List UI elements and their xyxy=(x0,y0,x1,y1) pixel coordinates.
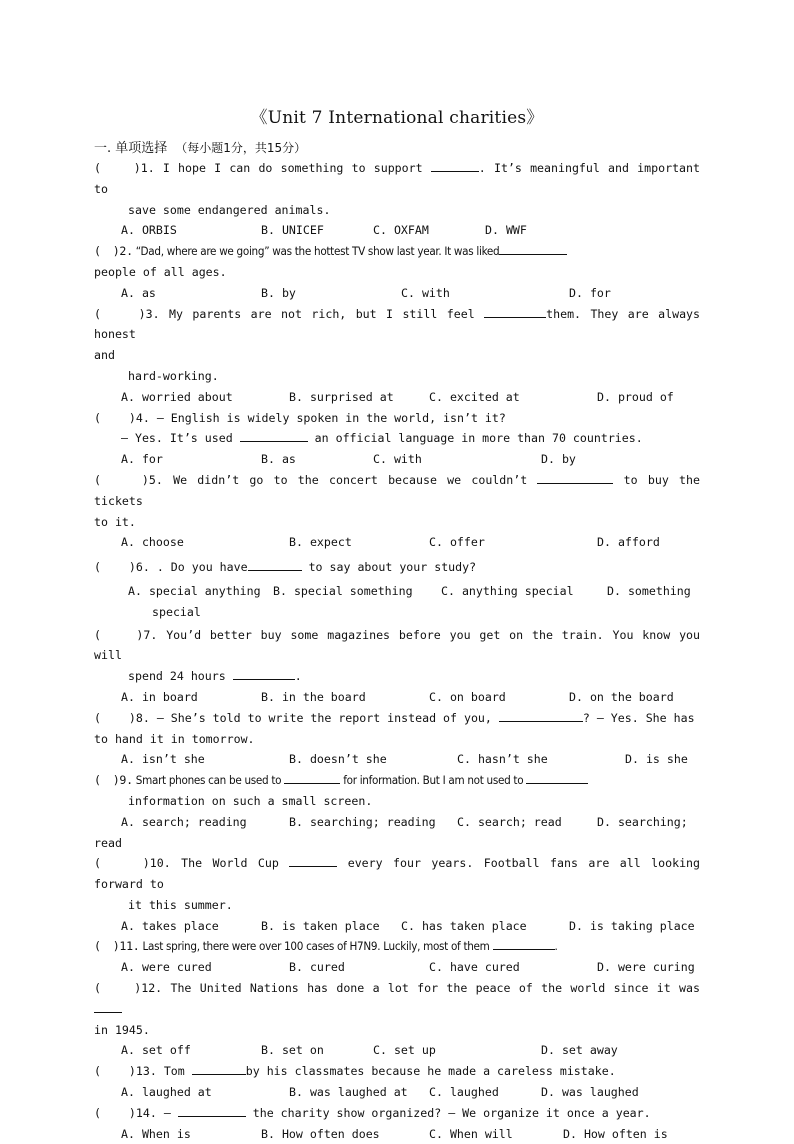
answer-blank[interactable] xyxy=(240,429,308,442)
answer-blank[interactable] xyxy=(94,1000,122,1013)
option[interactable]: B. in the board xyxy=(261,689,366,704)
option[interactable]: A. laughed at xyxy=(121,1085,212,1100)
option[interactable]: C. set up xyxy=(373,1043,436,1058)
question-12: ( )12. The United Nations has done a lot for the peace of the world since it was xyxy=(94,978,700,1020)
answer-blank[interactable] xyxy=(192,1062,246,1075)
option[interactable]: B. doesn’t she xyxy=(289,752,387,767)
option[interactable]: B. expect xyxy=(289,535,352,550)
option[interactable]: A. When is xyxy=(121,1126,191,1141)
option[interactable]: D. How often is xyxy=(563,1126,668,1141)
answer-blank[interactable] xyxy=(526,771,588,784)
option[interactable]: B. is taken place xyxy=(261,918,380,933)
option[interactable]: C. on board xyxy=(429,689,506,704)
options-10 xyxy=(94,916,700,937)
option[interactable]: C. have cured xyxy=(429,960,520,975)
option[interactable]: D. WWF xyxy=(485,223,527,238)
option[interactable]: D. searching; xyxy=(597,814,688,829)
question-7: ( )7. You’d better buy some magazines before you get on the train. You know you will xyxy=(94,627,701,663)
option[interactable]: C. offer xyxy=(429,535,485,550)
answer-blank[interactable] xyxy=(537,471,613,484)
option[interactable]: A. in board xyxy=(121,689,198,704)
option[interactable]: D. for xyxy=(569,285,611,300)
option[interactable]: B. as xyxy=(261,452,296,467)
question-14: ( )14. — the charity show organized? — We organize it once a year. xyxy=(94,1105,651,1120)
options-3 xyxy=(94,387,700,408)
answer-blank[interactable] xyxy=(499,242,567,255)
options-5 xyxy=(94,532,700,553)
question-2: ( )2. “Dad, where are we going” was the hottest TV show last year. It was liked xyxy=(94,241,700,262)
section-label: 一. 单项选择 xyxy=(94,141,168,156)
options-2 xyxy=(94,283,700,304)
option[interactable]: A. worried about xyxy=(121,389,233,404)
options-9 xyxy=(94,812,700,833)
question-10: ( )10. The World Cup every four years. Football fans are all looking forward to xyxy=(94,856,701,892)
option[interactable]: C. excited at xyxy=(429,389,520,404)
option[interactable]: A. for xyxy=(121,452,163,467)
options-14 xyxy=(94,1124,700,1144)
option[interactable]: D. by xyxy=(541,452,576,467)
options-4 xyxy=(94,449,700,470)
option[interactable]: A. were cured xyxy=(121,960,212,975)
option[interactable]: A. takes place xyxy=(121,918,219,933)
option[interactable]: D. proud of xyxy=(597,389,674,404)
question-8: ( )8. — She’s told to write the report instead of you, ? — Yes. She has xyxy=(94,710,695,725)
option[interactable]: B. by xyxy=(261,285,296,300)
option[interactable]: A. choose xyxy=(121,535,184,550)
option[interactable]: C. hasn’t she xyxy=(457,752,548,767)
options-11 xyxy=(94,957,700,978)
question-13: ( )13. Tom by his classmates because he made a careless mistake. xyxy=(94,1064,616,1079)
question-3: ( )3. My parents are not rich, but I still feel them. They are always honest xyxy=(94,306,701,342)
question-5: ( )5. We didn’t go to the concert because we couldn’t to buy the tickets xyxy=(94,472,700,508)
option[interactable]: B. was laughed at xyxy=(289,1085,408,1100)
options-6 xyxy=(94,581,700,602)
option[interactable]: C. laughed xyxy=(429,1085,499,1100)
option[interactable]: D. were curing xyxy=(597,960,695,975)
question-1: ( )1. I hope I can do something to support . It’s meaningful and important to xyxy=(94,161,701,196)
option[interactable]: B. set on xyxy=(261,1043,324,1058)
option[interactable]: C. with xyxy=(373,452,422,467)
answer-blank[interactable] xyxy=(499,709,583,722)
option[interactable]: D. set away xyxy=(541,1043,618,1058)
options-7 xyxy=(94,687,700,708)
answer-blank[interactable] xyxy=(248,558,302,571)
question-4: ( )4. — English is widely spoken in the world, isn’t it? xyxy=(94,410,506,425)
options-13 xyxy=(94,1082,700,1103)
answer-blank[interactable] xyxy=(484,305,546,318)
answer-blank[interactable] xyxy=(284,771,340,784)
option[interactable]: A. special anything xyxy=(128,583,261,598)
option[interactable]: B. searching; reading xyxy=(289,814,436,829)
option[interactable]: A. ORBIS xyxy=(121,223,177,238)
question-list: ( )1. I hope I can do something to support . It’s meaningful and important to save some endangered animals. A. ORBIS B. UNICEF C. OXFAM D. WWF ( )2. “Dad, where are we going” was the hottest TV show last year. It was liked people of all ages. A. as B. by C. with D. for ( )3. My parents are not rich, but I still feel them. They are always honest and hard-working. A. worried about B. surprised at C. excited at D. proud of ( )4. — English is widely spoken in the world, isn’t it? — Yes. It’s used an official language in more than 70 countries. A. for B. as C. with D. by ( )5. We didn’t go to the concert because we couldn’t to buy the tickets to it. A. choose B. expect C. offer D. afford ( )6. . Do you have to say about your study? A. special anything B. special something C. anything special D. something special ( )7. You’d better buy some magazines before you get on the train. You know you will spend 24 hours . A. in board B. in the board C. on board D. on the board ( )8. — She’s told to write the report instead of you, ? — Yes. She has to hand it in tomorrow. A. isn’t she B. doesn’t she C. hasn’t she D. is she ( )9. Smart phones can be used to for information. But I am not used to information on such a small screen. A. search; reading B. searching; reading C. search; read D. searching; read ( )10. The World Cup every four years. Football fans are all looking forward to it this summer. A. takes place B. is taken place C. has taken place D. is taking place ( )11. Last spring, there were over 100 cases of H7N9. Luckily, most of them . A. were cured B. cured C. have cured D. were curing ( )12. The United Nations has done a lot for the peace of the world since it was in 1945. A. set off B. set on C. set up D. set away ( )13. Tom by his classmates because he made a careless mistake. A. laughed at B. was laughed at C. laughed D. was laughed ( )14. — the charity show organized? — We organize it once a year. A. When is B. How often does C. When will D. How often is xyxy=(94,158,700,1144)
option[interactable]: B. special something xyxy=(273,583,413,598)
option[interactable]: C. with xyxy=(401,285,450,300)
option[interactable]: B. cured xyxy=(289,960,345,975)
option[interactable]: C. has taken place xyxy=(401,918,527,933)
option[interactable]: B. surprised at xyxy=(289,389,394,404)
page-title: 《Unit 7 International charities》 xyxy=(250,108,544,128)
options-1 xyxy=(94,220,700,241)
answer-blank[interactable] xyxy=(233,667,295,680)
option[interactable]: A. as xyxy=(121,285,156,300)
option[interactable]: A. search; reading xyxy=(121,814,247,829)
option[interactable]: C. search; read xyxy=(457,814,562,829)
option[interactable]: B. UNICEF xyxy=(261,223,324,238)
option[interactable]: B. How often does xyxy=(261,1126,380,1141)
options-8 xyxy=(94,749,700,770)
answer-blank[interactable] xyxy=(493,937,555,950)
option[interactable]: D. is she xyxy=(625,752,688,767)
option[interactable]: C. OXFAM xyxy=(373,223,429,238)
options-12 xyxy=(94,1040,700,1061)
option[interactable]: C. anything special xyxy=(441,583,574,598)
option[interactable]: D. something xyxy=(607,583,691,598)
question-11: ( )11. Last spring, there were over 100 cases of H7N9. Luckily, most of them . xyxy=(94,939,558,954)
question-6: ( )6. . Do you have to say about your study? xyxy=(94,560,477,575)
option[interactable]: D. was laughed xyxy=(541,1085,639,1100)
section-heading xyxy=(94,137,306,156)
option[interactable]: A. set off xyxy=(121,1043,191,1058)
option[interactable]: D. on the board xyxy=(569,689,674,704)
answer-blank[interactable] xyxy=(431,159,479,172)
option[interactable]: A. isn’t she xyxy=(121,752,205,767)
section-note: （每小题1分，共15分） xyxy=(175,141,307,155)
option[interactable]: D. afford xyxy=(597,535,660,550)
answer-blank[interactable] xyxy=(178,1104,246,1117)
answer-blank[interactable] xyxy=(289,854,337,867)
question-9: ( )9. Smart phones can be used to for information. But I am not used to xyxy=(94,770,700,791)
option[interactable]: C. When will xyxy=(429,1126,513,1141)
option[interactable]: D. is taking place xyxy=(569,918,695,933)
